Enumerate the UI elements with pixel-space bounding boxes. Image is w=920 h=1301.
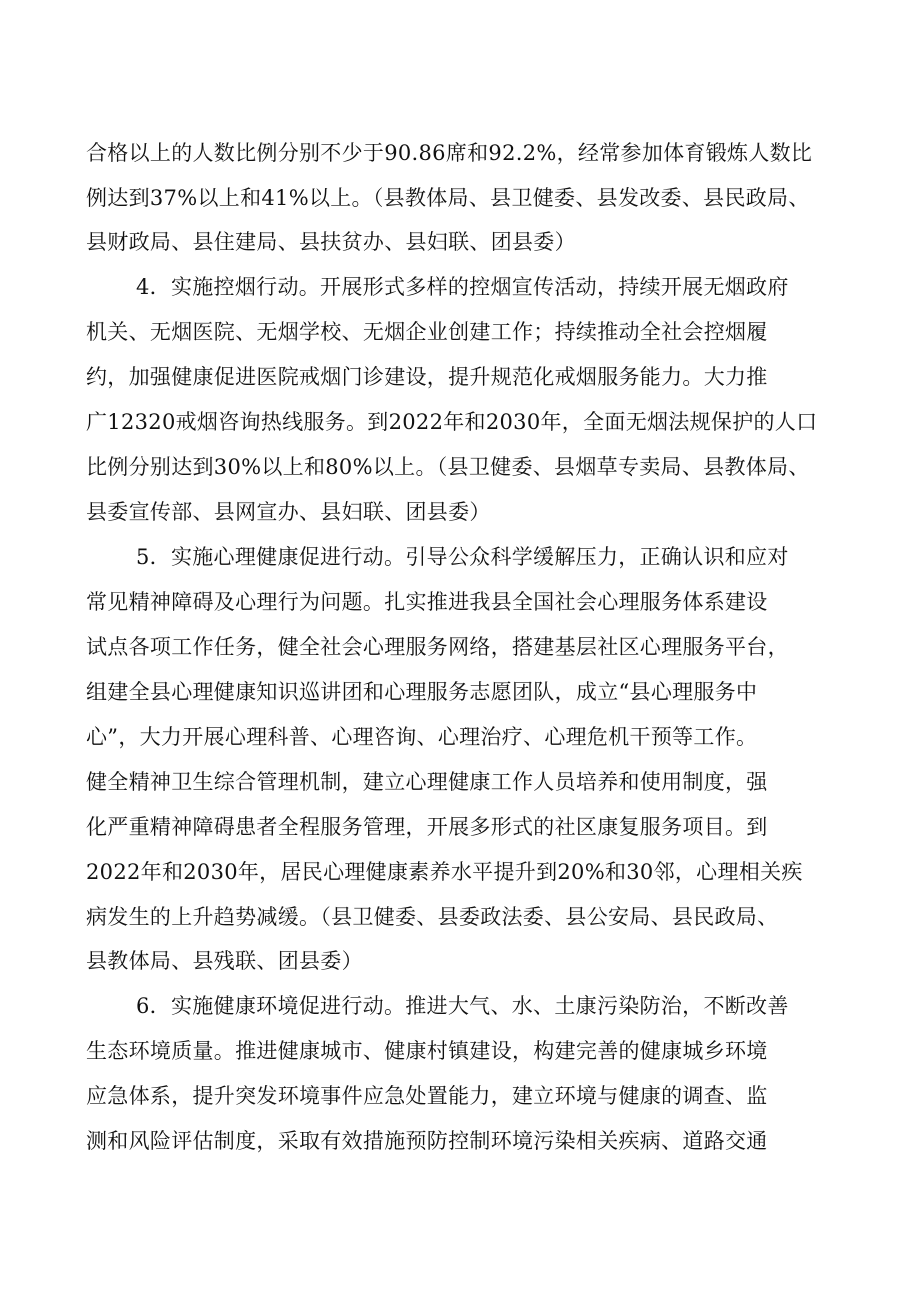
paragraph-line: 组建全县心理健康知识巡讲团和心理服务志愿团队，成立“县心理服务中	[86, 680, 758, 704]
paragraph-line: 常见精神障碍及心理行为问题。扎实推进我县全国社会心理服务体系建设	[86, 590, 768, 614]
paragraph-line: 县教体局、县残联、团县委）	[86, 949, 363, 973]
section-5-heading-line: 5．实施心理健康促进行动。引导公众科学缓解压力，正确认识和应对	[136, 545, 789, 569]
paragraph-line: 病发生的上升趋势减缓。（县卫健委、县委政法委、县公安局、县民政局、	[86, 905, 779, 929]
section-6-heading-line: 6．实施健康环境促进行动。推进大气、水、土康污染防治，不断改善	[136, 994, 789, 1018]
paragraph-line: 县委宣传部、县网宣办、县妇联、团县委）	[86, 500, 491, 524]
paragraph-line: 合格以上的人数比例分别不少于90.86席和92.2%，经常参加体育锻炼人数比	[86, 141, 813, 165]
paragraph-line: 机关、无烟医院、无烟学校、无烟企业创建工作；持续推动全社会控烟履	[86, 320, 768, 344]
section-4-heading-line: 4．实施控烟行动。开展形式多样的控烟宣传活动，持续开展无烟政府	[136, 275, 789, 299]
paragraph-line: 心”，大力开展心理科普、心理咨询、心理治疗、心理危机干预等工作。	[86, 725, 758, 749]
paragraph-line: 化严重精神障碍患者全程服务管理，开展多形式的社区康复服务项目。到	[86, 815, 768, 839]
paragraph-line: 应急体系，提升突发环境事件应急处置能力，建立环境与健康的调查、监	[86, 1084, 768, 1108]
paragraph-line: 2022年和2030年，居民心理健康素养水平提升到20%和30邻，心理相关疾	[86, 860, 803, 884]
paragraph-line: 生态环境质量。推进健康城市、健康村镇建设，构建完善的健康城乡环境	[86, 1039, 768, 1063]
paragraph-line: 县财政局、县住建局、县扶贫办、县妇联、团县委）	[86, 230, 576, 254]
paragraph-line: 测和风险评估制度，采取有效措施预防控制环境污染相关疾病、道路交通	[86, 1129, 768, 1153]
paragraph-line: 广12320戒烟咨询热线服务。到2022年和2030年，全面无烟法规保护的人口	[86, 410, 818, 434]
paragraph-line: 试点各项工作任务，健全社会心理服务网络，搭建基层社区心理服务平台，	[86, 635, 789, 659]
paragraph-line: 比例分别达到30%以上和80%以上。（县卫健委、县烟草专卖局、县教体局、	[86, 455, 810, 479]
paragraph-line: 例达到37%以上和41%以上。（县教体局、县卫健委、县发改委、县民政局、	[86, 186, 810, 210]
paragraph-line: 健全精神卫生综合管理机制，建立心理健康工作人员培养和使用制度，强	[86, 770, 768, 794]
paragraph-line: 约，加强健康促进医院戒烟门诊建设，提升规范化戒烟服务能力。大力推	[86, 365, 768, 389]
